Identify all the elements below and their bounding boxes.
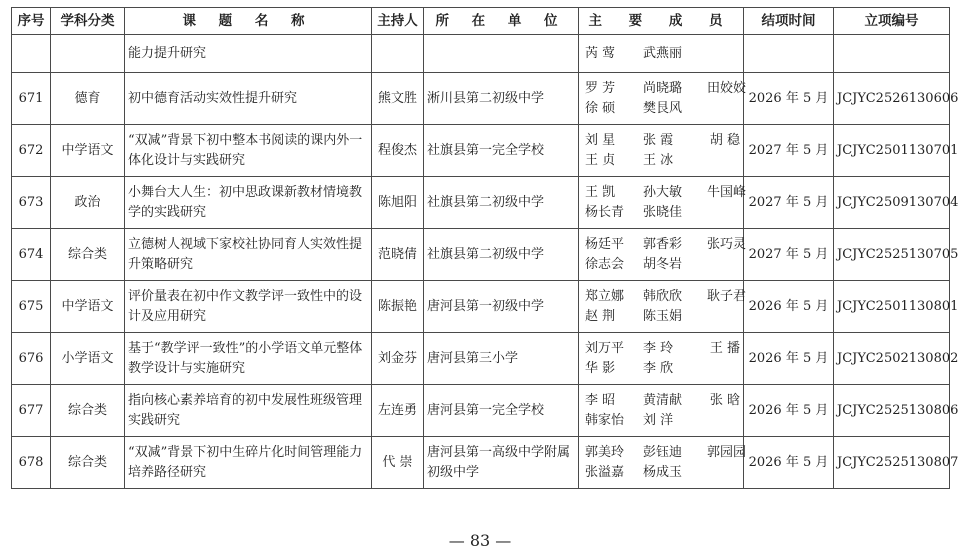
table-row [12,281,950,333]
member: 杨成玉 [643,464,683,480]
member: 牛国峰 [707,184,747,200]
date-cell: 2027 年 5 月 [744,177,834,229]
row-number: 674 [12,229,51,281]
unit-cell: 社旗县第二初级中学 [424,229,579,281]
member: 李 玲 [643,340,674,356]
members-cell [579,35,744,73]
date-cell: 2027 年 5 月 [744,125,834,177]
members-cell [579,385,744,437]
code-cell: JCJYC2501130801 [834,281,950,333]
topic-cell: 立德树人视域下家校社协同育人实效性提升策略研究 [125,229,372,281]
member: 彭钰迪 [643,444,683,460]
row-number: 671 [12,73,51,125]
header-members: 主 要 成 员 [579,8,744,35]
host-cell: 程俊杰 [372,125,424,177]
member: 郭香彩 [643,236,683,252]
member: 郭美玲 [585,444,625,460]
members-cell [579,281,747,333]
topic-cell: 初中德育活动实效性提升研究 [125,73,372,125]
table-row [12,333,950,385]
member: 刘 洋 [643,412,674,428]
topic-cell: 基于“教学评一致性”的小学语文单元整体教学设计与实施研究 [125,333,372,385]
header-topic: 课 题 名 称 [125,8,372,35]
member: 田姣姣 [707,80,747,96]
member: 徐志会 [585,256,625,272]
subject-cell: 综合类 [51,385,125,437]
host-cell: 刘金芬 [372,333,424,385]
member: 郭园园 [707,444,747,460]
subject-cell: 中学语文 [51,281,125,333]
member: 王 冰 [643,152,674,168]
topic-cell: 指向核心素养培育的初中发展性班级管理实践研究 [125,385,372,437]
host-cell: 陈振艳 [372,281,424,333]
header-code: 立项编号 [834,8,950,35]
member: 李 欣 [643,360,674,376]
member: 李 昭 [585,392,616,408]
member: 孙大敏 [643,184,683,200]
members-cell [579,177,747,229]
subject-cell: 政治 [51,177,125,229]
page-number: — 83 — [448,531,512,550]
code-cell: JCJYC2526130606 [834,73,950,125]
row-number: 677 [12,385,51,437]
header-host: 主持人 [372,8,424,35]
member: 尚晓璐 [643,80,683,96]
date-cell: 2026 年 5 月 [744,437,834,489]
date-cell: 2026 年 5 月 [744,73,834,125]
header-no: 序号 [12,8,51,35]
member: 张巧灵 [707,236,747,252]
member: 张 晗 [709,392,740,408]
member: 陈玉娟 [643,308,683,324]
code-cell: JCJYC2501130701 [834,125,950,177]
members-cell [579,229,747,281]
date-cell: 2026 年 5 月 [744,333,834,385]
member: 徐 硕 [585,100,616,116]
member: 张溢嘉 [585,464,625,480]
member: 黄清献 [643,392,683,408]
row-number: 678 [12,437,51,489]
host-cell: 代 崇 [372,437,424,489]
member: 郑立娜 [585,288,625,304]
continuation-row [12,35,950,73]
unit-cell: 唐河县第一高级中学附属初级中学 [424,437,579,489]
code-cell: JCJYC2509130704 [834,177,950,229]
member: 胡 稳 [709,132,740,148]
header-unit: 所 在 单 位 [424,8,579,35]
table-row [12,229,950,281]
table-row [12,385,950,437]
members-cell [579,333,744,385]
table-body [12,73,959,489]
topic-cell: 能力提升研究 [125,35,372,73]
subject-cell: 德育 [51,73,125,125]
row-number: 672 [12,125,51,177]
members-cell [579,73,747,125]
member: 赵 荆 [585,308,616,324]
unit-cell: 淅川县第二初级中学 [424,73,579,125]
row-number: 673 [12,177,51,229]
members-cell [579,125,744,177]
code-cell: JCJYC2525130807 [834,437,950,489]
host-cell: 熊文胜 [372,73,424,125]
host-cell: 范晓倩 [372,229,424,281]
host-cell: 陈旭阳 [372,177,424,229]
table-row [12,73,950,125]
header-subject: 学科分类 [51,8,125,35]
member: 韩家怡 [585,412,625,428]
topic-cell: 小舞台大人生：初中思政课新教材情境教学的实践研究 [125,177,372,229]
member: 杨廷平 [585,236,625,252]
row-number: 675 [12,281,51,333]
unit-cell: 唐河县第一初级中学 [424,281,579,333]
member: 王 贞 [585,152,616,168]
header-date: 结项时间 [744,8,834,35]
unit-cell: 社旗县第二初级中学 [424,177,579,229]
member: 王 播 [709,340,740,356]
member: 华 影 [585,360,616,376]
subject-cell: 中学语文 [51,125,125,177]
member: 樊艮风 [643,100,683,116]
table-row [12,437,950,489]
project-table [11,7,959,489]
date-cell: 2027 年 5 月 [744,229,834,281]
topic-cell: “双减”背景下初中整本书阅读的课内外一体化设计与实践研究 [125,125,372,177]
member: 张 霞 [643,132,674,148]
unit-cell: 社旗县第一完全学校 [424,125,579,177]
member: 张晓佳 [643,204,683,220]
member: 耿子君 [707,288,747,304]
member: 刘 星 [585,132,616,148]
host-cell: 左连勇 [372,385,424,437]
date-cell: 2026 年 5 月 [744,385,834,437]
member: 刘万平 [585,340,625,356]
member: 杨长青 [585,204,625,220]
topic-cell: 评价量表在初中作文教学评一致性中的设计及应用研究 [125,281,372,333]
table-row [12,177,950,229]
topic-cell: “双减”背景下初中生碎片化时间管理能力培养路径研究 [125,437,372,489]
member: 罗 芳 [585,80,616,96]
unit-cell: 唐河县第一完全学校 [424,385,579,437]
table-row [12,125,950,177]
date-cell: 2026 年 5 月 [744,281,834,333]
unit-cell: 唐河县第三小学 [424,333,579,385]
member: 韩欣欣 [643,288,683,304]
code-cell: JCJYC2525130705 [834,229,950,281]
members-cell [579,437,747,489]
header-row [12,8,950,35]
member: 胡冬岩 [643,256,683,272]
subject-cell: 综合类 [51,437,125,489]
code-cell: JCJYC2502130802 [834,333,950,385]
member: 武燕丽 [643,45,683,61]
member: 芮 莺 [585,45,616,61]
subject-cell: 综合类 [51,229,125,281]
code-cell: JCJYC2525130806 [834,385,950,437]
subject-cell: 小学语文 [51,333,125,385]
row-number: 676 [12,333,51,385]
member: 王 凯 [585,184,616,200]
